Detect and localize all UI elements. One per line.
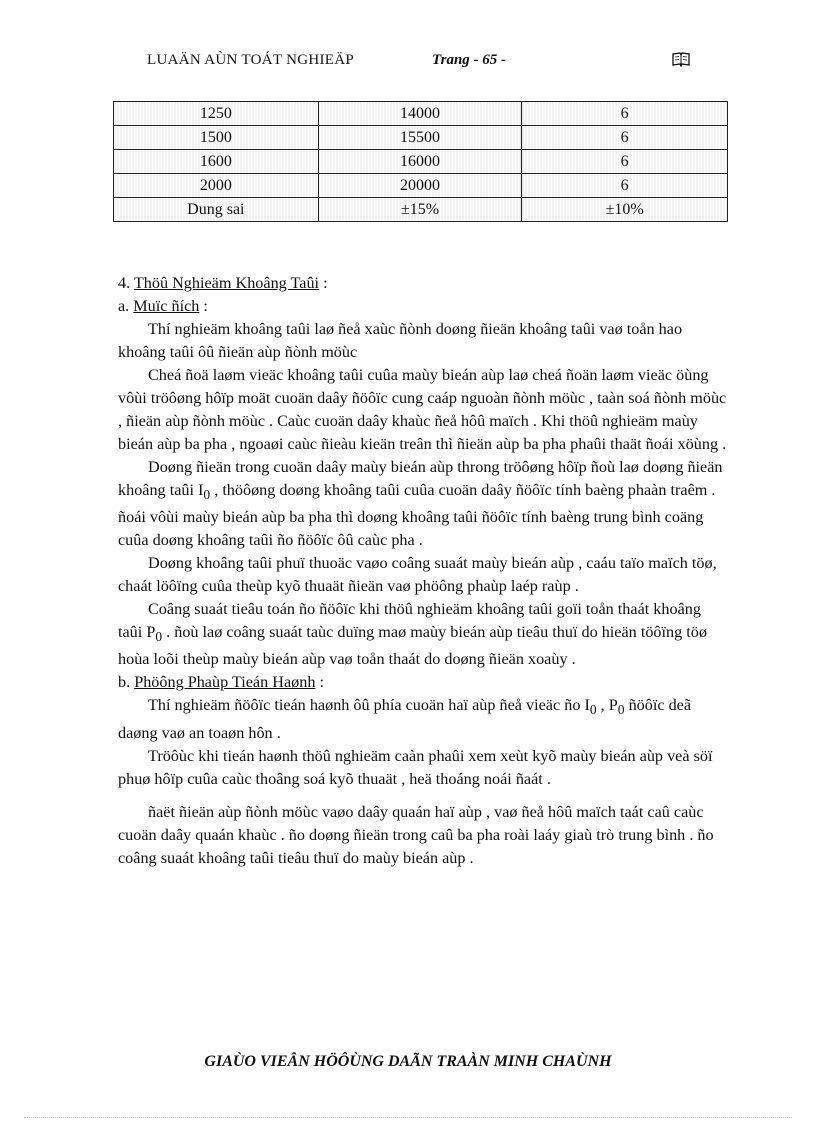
paragraph: ñaët ñieän aùp ñònh möùc vaøo daây quaán haï aùp , vaø ñeå hôû maïch taát caû caùc cuoän daây quaán khaùc . ño doøng ñieän trong caû ba pha roài laáy giaù trò trung bình . ño coâng suaát khoâng taûi tieâu thuï do maùy bieán aùp . bbox=[118, 802, 714, 867]
header-page-number: Trang - 65 - bbox=[432, 52, 507, 68]
open-book-icon bbox=[672, 51, 690, 67]
table-cell: 6 bbox=[522, 174, 728, 198]
table-cell: 1500 bbox=[114, 126, 319, 150]
table-row bbox=[114, 174, 728, 198]
table-row bbox=[114, 102, 728, 126]
table-row-tolerance bbox=[114, 198, 728, 222]
page-footer: GIAÙO VIEÂN HÖÔÙNG DAÃN TRAÀN MINH CHAÙNH bbox=[204, 1053, 612, 1070]
page-divider bbox=[24, 1117, 792, 1118]
subsection-title: Phöông Phaùp Tieán Haønh bbox=[134, 673, 316, 692]
page-header bbox=[0, 52, 816, 74]
paragraph: Doøng ñieän trong cuoän daây maùy bieán aùp throng tröôøng hôïp ñoù laø doøng ñieän khoâng taûi $I_0$ , thöôøng doøng khoâng taûi cuûa cuoän daây ñöôïc tính baèng phaàn traêm . ñoái vôùi maùy bieán aùp ba pha thì doøng khoâng taûi ñöôïc tính baèng trung bình coäng cuûa doøng khoâng taûi ño ñöôïc ôû caùc pha . bbox=[118, 458, 723, 550]
table-cell: 2000 bbox=[114, 174, 319, 198]
table-row bbox=[114, 150, 728, 174]
table-cell: 20000 bbox=[318, 174, 522, 198]
paragraph: Coâng suaát tieâu toán ño ñöôïc khi thöû nghieäm khoâng taûi goïi toån thaát khoâng taûi $P_0$ . ñoù laø coâng suaát taùc duïng maø maùy bieán aùp tieâu thuï do hieän töôïng töø hoùa loõi theùp maùy bieán aùp vaø toån thaát do doøng ñieän xoaùy . bbox=[118, 600, 707, 669]
table-cell: Dung sai bbox=[114, 198, 319, 222]
section-heading: 4. Thöû Nghieäm Khoâng Taûi : bbox=[118, 274, 328, 292]
table-cell: 1600 bbox=[114, 150, 319, 174]
paragraph: Thí nghieäm khoâng taûi laø ñeå xaùc ñònh doøng ñieän khoâng taûi vaø toån hao khoâng taûi ôû ñieän aùp ñònh möùc bbox=[118, 320, 683, 361]
table-cell: 6 bbox=[522, 102, 728, 126]
transformer-spec-table bbox=[113, 101, 728, 222]
section-title: Thöû Nghieäm Khoâng Taûi bbox=[133, 274, 320, 292]
table-cell: 6 bbox=[522, 150, 728, 174]
table-cell: 1250 bbox=[114, 102, 319, 126]
table-cell: 16000 bbox=[318, 150, 522, 174]
paragraph: Cheá ñoä laøm vieäc khoâng taûi cuûa maùy bieán aùp laø cheá ñoän laøm vieäc öùng vôùi tröôøng hôïp moät cuoän daây ñöôïc cung caáp nguoàn ñònh möùc , taàn soá ñònh möùc , ñieän aùp ñònh möùc . Caùc cuoän daây khaùc ñeå hôû maïch . Khi thöû nghieäm maùy bieán aùp ba pha , ngoaøi caùc ñieàu kieän treân thì ñieän aùp ba pha phaûi thaät ñoái xöùng . bbox=[118, 366, 727, 453]
subsection-title: Muïc ñích bbox=[133, 297, 200, 315]
table-cell: 15500 bbox=[318, 126, 522, 150]
header-thesis-title: LUAÄN AÙN TOÁT NGHIEÄP bbox=[147, 52, 355, 68]
subsection-heading-b: b. Phöông Phaùp Tieán Haønh : bbox=[118, 673, 324, 692]
paragraph: Thí nghieäm ñöôïc tieán haønh ôû phía cuoän haï aùp ñeå vieäc ño $I_0$ , $P_0$ ñöôïc deã daøng vaø an toaøn hôn . bbox=[118, 696, 692, 742]
table-cell: 6 bbox=[522, 126, 728, 150]
paragraph: Doøng khoâng taûi phuï thuoäc vaøo coâng suaát maùy bieán aùp , caáu taïo maïch töø, chaát löôïng cuûa theùp kyõ thuaät ñieän vaø phöông phaùp laép raùp . bbox=[118, 554, 717, 596]
subsection-heading-a: a. Muïc ñích : bbox=[118, 297, 208, 315]
paragraph: Tröôùc khi tieán haønh thöû nghieäm caàn phaûi xem xeùt kyõ maùy bieán aùp veà söï phuø hôïp cuûa caùc thoâng soá kyõ thuaät , heä thoáng noái ñaát . bbox=[118, 746, 713, 788]
table-cell: 14000 bbox=[318, 102, 522, 126]
table-cell: ±10% bbox=[522, 198, 728, 222]
body-text bbox=[118, 272, 728, 870]
table-cell: ±15% bbox=[318, 198, 522, 222]
table-row bbox=[114, 126, 728, 150]
